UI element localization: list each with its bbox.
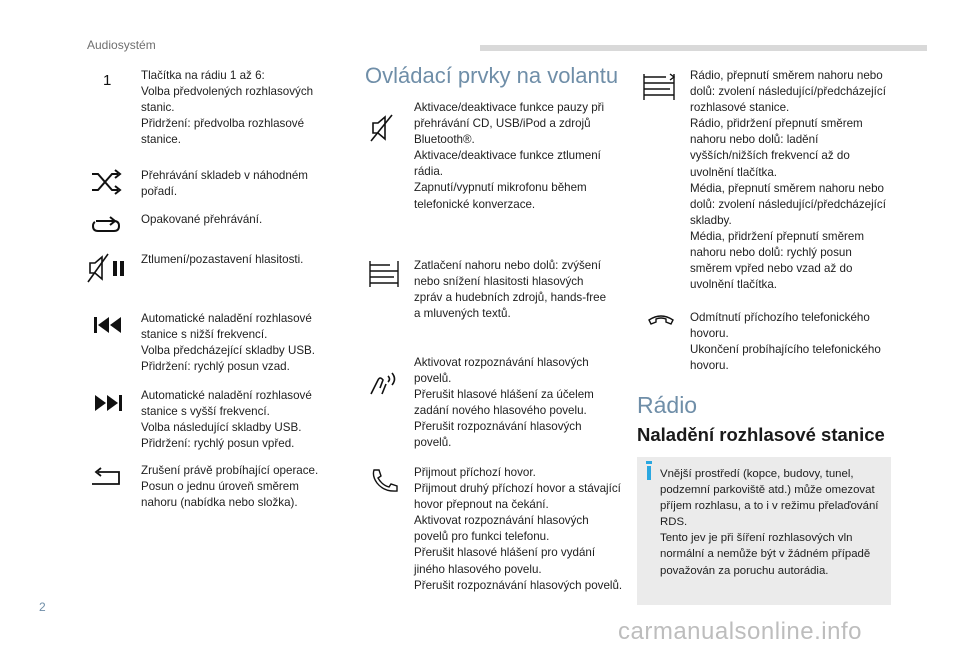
watermark: carmanualsonline.info [618, 618, 862, 645]
steering-controls-title: Ovládací prvky na volantu [365, 63, 619, 88]
phone-hangup-icon [646, 310, 676, 330]
voice-command-icon [368, 366, 402, 396]
header-bar [480, 45, 927, 51]
back-text: Zrušení právě probíhající operace. Posun o jednu úroveň směrem nahoru (nabídka nebo složka). [141, 464, 319, 510]
back-icon [88, 465, 124, 489]
previous-track-text: Automatické naladění rozhlasové stanice s nižší frekvencí. Volba předcházející skladby USB. Přidržení: rychlý posun vzad. [141, 312, 316, 374]
number-key-text: Tlačítka na rádiu 1 až 6: Volba předvolených rozhlasových stanic. Přidržení: předvolba rozhlasové stanice. [141, 69, 314, 147]
phone-hangup-text: Odmítnutí příchozího telefonického hovoru. Ukončení probíhajícího telefonického hovoru. [690, 311, 881, 373]
previous-track-icon [92, 315, 124, 335]
shuffle-text: Přehrávání skladeb v náhodném pořadí. [141, 169, 308, 199]
volume-wheel-icon [366, 259, 402, 289]
page-number: 2 [39, 600, 46, 614]
volume-wheel-text: Zatlačení nahoru nebo dolů: zvýšení nebo snížení hlasitosti hlasových zpráv a hudebních zdrojů, hands-free a mluvených textů. [414, 259, 607, 321]
phone-answer-icon [370, 468, 400, 494]
info-icon-dot [646, 461, 652, 464]
info-icon [647, 466, 651, 480]
radio-tuning-subtitle: Naladění rozhlasové stanice [637, 424, 885, 445]
scroll-wheel-text: Rádio, přepnutí směrem nahoru nebo dolů: zvolení následující/předcházející rozhlasové stanice. Rádio, přidržení přepnutí směrem nahoru nebo dolů: ladění vyšších/nižších frekvencí až do uvolnění tlačítka. Média, přepnutí směrem nahoru nebo dolů: zvolení následující/předcházející skladby. Média, přidržení přepnutí směrem nahoru nebo dolů: rychlý posun směrem vpřed nebo vzad až do uvolnění tlačítka. [690, 69, 886, 292]
phone-answer-text: Přijmout příchozí hovor. Přijmout druhý příchozí hovor a stávající hovor přepnout na čekání. Aktivovat rozpoznávání hlasových povelů pro funkci telefonu. Přerušit hlasové hlášení pro vydání jiného hlasového povelu. Přerušit rozpoznávání hlasových povelů. [414, 466, 623, 592]
repeat-text: Opakované přehrávání. [141, 213, 263, 226]
mute-pause-icon [86, 252, 128, 284]
next-track-text: Automatické naladění rozhlasové stanice s vyšší frekvencí. Volba následující skladby USB. Přidržení: rychlý posun vpřed. [141, 389, 312, 451]
shuffle-icon [88, 167, 124, 197]
mute-icon [368, 113, 400, 143]
info-text: Vnější prostředí (kopce, budovy, tunel, podzemní parkoviště atd.) může omezovat příjem rozhlasu, a to i v režimu přelaďování RDS. Tento jev je při šíření rozhlasových vln normální a nemůže být v žádném případě považován za poruchu autorádia. [660, 468, 879, 577]
scroll-wheel-icon [640, 72, 678, 102]
number-key-icon: 1 [103, 72, 112, 89]
radio-section-title: Rádio [637, 392, 698, 418]
header-section-label: Audiosystém [87, 38, 156, 52]
mute-pause-text: Ztlumení/pozastavení hlasitosti. [141, 253, 304, 266]
repeat-icon [88, 213, 124, 239]
next-track-icon [92, 393, 124, 413]
voice-command-text: Aktivovat rozpoznávání hlasových povelů. Přerušit hlasové hlášení za účelem zadání nového hlasového povelu. Přerušit rozpoznávání hlasových povelů. [414, 356, 594, 450]
mute-text: Aktivace/deaktivace funkce pauzy při přehrávání CD, USB/iPod a zdrojů Bluetooth®. Aktivace/deaktivace funkce ztlumení rádia. Zapnutí/vypnutí mikrofonu během telefonické konverzace. [414, 101, 605, 211]
